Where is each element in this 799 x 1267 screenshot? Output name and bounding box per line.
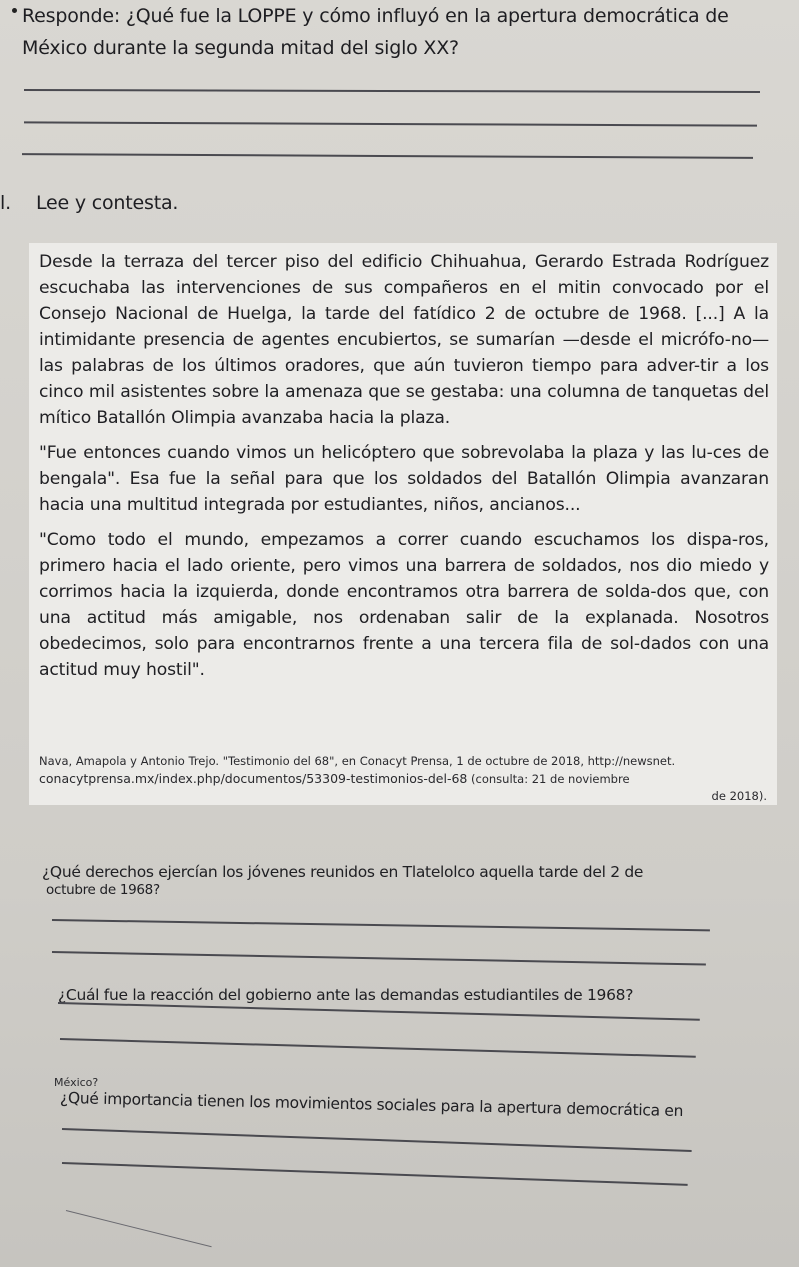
bullet-marker	[12, 8, 17, 13]
question-3-line-1: ¿Qué importancia tienen los movimientos sociales para la apertura democrática en	[59, 1089, 684, 1121]
passage-text	[39, 249, 769, 692]
answer-line[interactable]	[62, 1162, 688, 1186]
answer-line[interactable]	[60, 1038, 696, 1058]
answer-line[interactable]	[66, 1210, 212, 1247]
answer-line[interactable]	[52, 951, 706, 966]
passage-paragraph-1: Desde la terraza del tercer piso del edificio Chihuahua, Gerardo Estrada Rodríguez escuchaba las intervenciones de sus compañeros en el mitin convocado por el Consejo Nacional de Huelga, la tarde del fatídico 2 de octubre de 1968. [...] A la intimidante presencia de agentes encubiertos, se sumarían —desde el micrófo-no— las palabras de los últimos oradores, que aún tuvieron tiempo para adver-tir a los cinco mil asistentes sobre la amenaza que se gestaba: una columna de tanquetas del mítico Batallón Olimpia avanzaba hacia la plaza.	[39, 252, 769, 428]
section-heading: Lee y contesta.	[36, 192, 179, 214]
answer-line[interactable]	[62, 1128, 692, 1152]
responde-question-line-1: Responde: ¿Qué fue la LOPPE y cómo influyó en la apertura democrática de	[22, 5, 729, 27]
question-1-line-1: ¿Qué derechos ejercían los jóvenes reunidos en Tlatelolco aquella tarde del 2 de	[42, 863, 644, 881]
question-1-line-2: octubre de 1968?	[46, 882, 160, 898]
citation-line-2: conacytprensa.mx/index.php/documentos/53309-testimonios-del-68	[39, 771, 468, 786]
citation-consulta: (consulta: 21 de noviembre	[471, 772, 630, 786]
passage-paragraph-3: "Como todo el mundo, empezamos a correr cuando escuchamos los dispa-ros, primero hacia el lado oriente, pero vimos una barrera de soldados, nos dio miedo y corrimos hacia la izquierda, donde encontramos otra barrera de solda-dos que, con una actitud más amigable, nos ordenaban salir de la explanada. Nosotros obedecimos, solo para encontrarnos frente a una tercera fila de sol-dados con una actitud muy hostil".	[39, 530, 769, 680]
answer-line[interactable]	[22, 153, 753, 159]
question-2: ¿Cuál fue la reacción del gobierno ante las demandas estudiantiles de 1968?	[58, 986, 634, 1004]
section-number: l.	[0, 192, 11, 214]
citation-line-3: de 2018).	[711, 789, 767, 803]
reading-passage-box	[29, 243, 777, 805]
answer-line[interactable]	[24, 89, 760, 93]
passage-paragraph-2: "Fue entonces cuando vimos un helicóptero que sobrevolaba la plaza y las lu-ces de bengala". Esa fue la señal para que los soldados del Batallón Olimpia avanzaran hacia una multitud integrada por estudiantes, niños, ancianos...	[39, 443, 769, 515]
source-citation	[39, 753, 767, 805]
question-3-line-2: México?	[54, 1076, 99, 1089]
answer-line[interactable]	[52, 919, 710, 931]
citation-line-1: Nava, Amapola y Antonio Trejo. "Testimonio del 68", en Conacyt Prensa, 1 de octubre de 2018, http://newsnet.	[39, 754, 676, 768]
answer-line[interactable]	[24, 121, 757, 126]
responde-question-line-2: México durante la segunda mitad del siglo XX?	[22, 37, 459, 59]
